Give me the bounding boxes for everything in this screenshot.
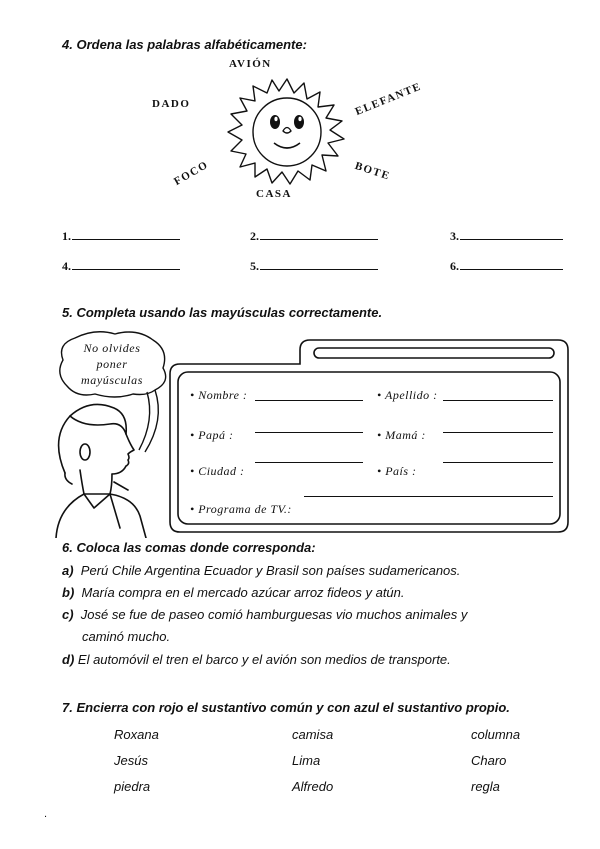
noun-jesus[interactable]: Jesús [114, 753, 148, 768]
noun-charo[interactable]: Charo [471, 753, 507, 768]
section-5-title: 5. Completa usando las mayúsculas correctamente. [62, 305, 383, 320]
field-ciudad-label: • Ciudad : [190, 464, 245, 478]
blank-1[interactable]: 1. [62, 229, 180, 244]
section-6-title: 6. Coloca las comas donde corresponda: [62, 540, 316, 555]
section-4-title: 4. Ordena las palabras alfabéticamente: [62, 37, 307, 52]
field-papa-line[interactable] [255, 432, 363, 433]
comma-item-d: d) El automóvil el tren el barco y el avión son medios de transporte. [62, 652, 451, 667]
field-nombre-line[interactable] [255, 400, 363, 401]
field-apellido-line[interactable] [443, 400, 553, 401]
word-foco: FOCO [172, 158, 211, 188]
blank-5[interactable]: 5. [250, 259, 378, 274]
blank-2[interactable]: 2. [250, 229, 378, 244]
noun-roxana[interactable]: Roxana [114, 727, 159, 742]
noun-columna[interactable]: columna [471, 727, 521, 742]
word-avion: AVIÓN [229, 58, 272, 70]
blank-4[interactable]: 4. [62, 259, 180, 274]
field-pais-line-top[interactable] [443, 462, 553, 463]
field-papa-label: • Papá : [190, 428, 234, 442]
section-7-title: 7. Encierra con rojo el sustantivo común y con azul el sustantivo propio. [62, 700, 510, 715]
comma-item-a: a) Perú Chile Argentina Ecuador y Brasil son países sudamericanos. [62, 563, 461, 578]
comma-item-b: b) María compra en el mercado azúcar arroz fideos y atún. [62, 585, 405, 600]
footer-dot: . [44, 808, 48, 820]
noun-alfredo[interactable]: Alfredo [292, 779, 334, 794]
noun-regla[interactable]: regla [471, 779, 500, 794]
field-programa-label: • Programa de TV.: [190, 502, 292, 516]
girl-illustration [50, 398, 155, 538]
word-casa: CASA [256, 188, 292, 200]
field-nombre-label: • Nombre : [190, 388, 248, 402]
word-elefante: ELEFANTE [353, 80, 424, 118]
sun-face-icon [270, 115, 304, 148]
noun-lima[interactable]: Lima [292, 753, 321, 768]
comma-item-c: c) José se fue de paseo comió hamburguesas vio muchos animales y [62, 607, 468, 622]
noun-piedra[interactable]: piedra [114, 779, 151, 794]
field-ciudad-line-top[interactable] [255, 462, 363, 463]
noun-camisa[interactable]: camisa [292, 727, 334, 742]
field-programa-line[interactable] [304, 496, 553, 497]
field-pais-label: • País : [377, 464, 417, 478]
blank-3[interactable]: 3. [450, 229, 563, 244]
sun-illustration [222, 77, 352, 187]
word-dado: DADO [152, 98, 191, 110]
word-bote: BOTE [353, 160, 392, 183]
field-mama-label: • Mamá : [377, 428, 426, 442]
blank-6[interactable]: 6. [450, 259, 563, 274]
comma-item-c-continued: caminó mucho. [82, 629, 171, 644]
field-apellido-label: • Apellido : [377, 388, 438, 402]
field-mama-line[interactable] [443, 432, 553, 433]
bubble-text: No olvides poner mayúsculas [81, 341, 143, 387]
